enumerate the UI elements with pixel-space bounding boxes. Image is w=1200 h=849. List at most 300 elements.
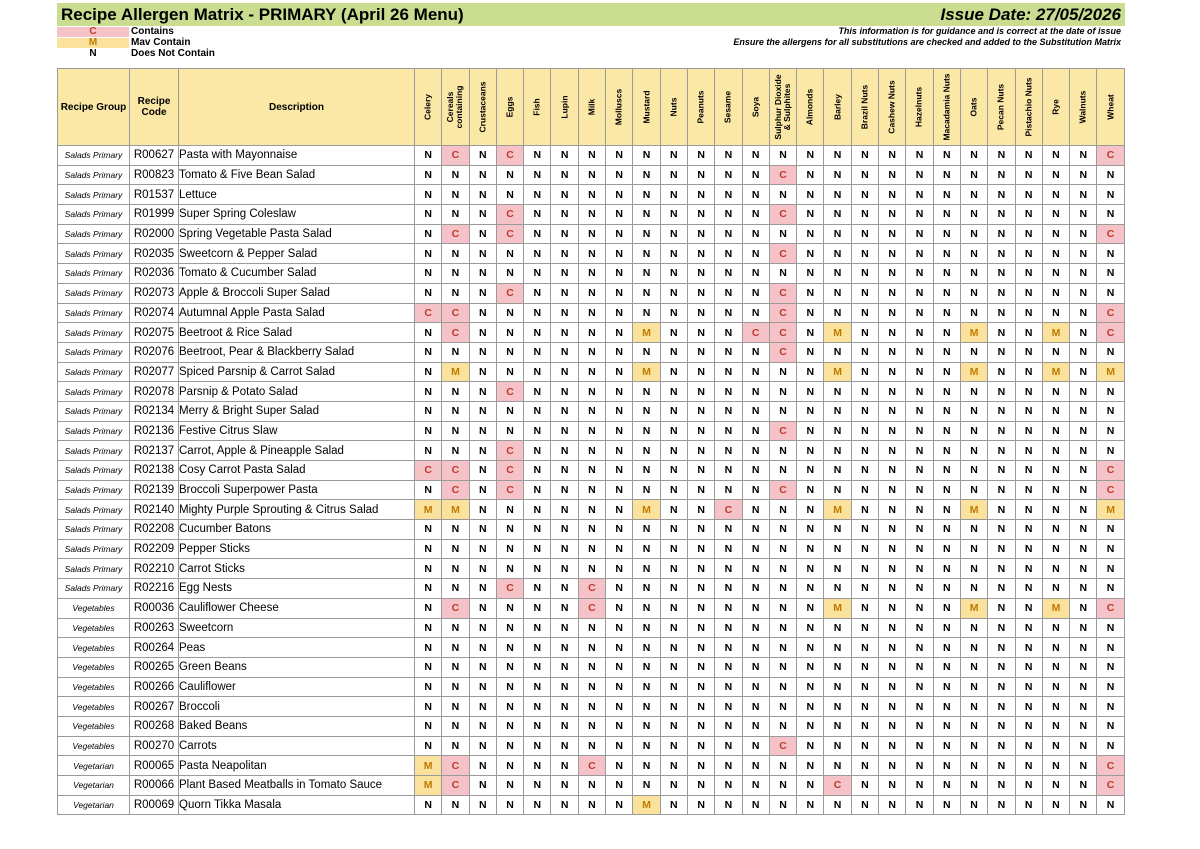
allergen-cell: M <box>633 362 660 382</box>
allergen-cell: N <box>988 579 1015 599</box>
allergen-cell: N <box>906 697 933 717</box>
allergen-cell: N <box>687 657 714 677</box>
allergen-cell: N <box>960 244 987 264</box>
table-row <box>58 244 1125 264</box>
allergen-cell: N <box>851 441 878 461</box>
allergen-cell: N <box>524 598 551 618</box>
allergen-cell: N <box>988 657 1015 677</box>
allergen-cell: N <box>633 776 660 796</box>
allergen-cell: N <box>1015 264 1042 284</box>
allergen-cell: N <box>551 165 578 185</box>
column-header-allergen <box>442 69 469 146</box>
allergen-cell: N <box>442 342 469 362</box>
description-cell: Festive Citrus Slaw <box>179 421 415 441</box>
allergen-cell: N <box>879 421 906 441</box>
allergen-cell: N <box>851 185 878 205</box>
recipe-group-cell: Salads Primary <box>58 146 130 166</box>
allergen-cell: N <box>715 303 742 323</box>
allergen-label: Rye <box>1050 99 1061 115</box>
allergen-cell: N <box>715 283 742 303</box>
allergen-cell: N <box>1070 303 1097 323</box>
allergen-cell: N <box>824 677 851 697</box>
allergen-cell: N <box>960 795 987 815</box>
allergen-cell: N <box>988 500 1015 520</box>
allergen-cell: N <box>960 461 987 481</box>
allergen-cell: N <box>524 421 551 441</box>
allergen-cell: N <box>442 264 469 284</box>
allergen-cell: N <box>824 421 851 441</box>
allergen-cell: N <box>879 598 906 618</box>
allergen-cell: N <box>797 323 824 343</box>
allergen-cell: N <box>906 776 933 796</box>
allergen-cell: N <box>715 638 742 658</box>
allergen-label: Brazil Nuts <box>859 84 870 130</box>
allergen-cell: N <box>851 559 878 579</box>
allergen-cell: N <box>851 264 878 284</box>
allergen-cell: N <box>879 283 906 303</box>
allergen-cell: N <box>578 618 605 638</box>
allergen-cell: N <box>660 638 687 658</box>
allergen-cell: N <box>551 638 578 658</box>
allergen-cell: N <box>1015 559 1042 579</box>
recipe-code-cell: R02076 <box>130 342 179 362</box>
allergen-cell: N <box>496 539 523 559</box>
allergen-cell: N <box>933 539 960 559</box>
allergen-cell: N <box>442 421 469 441</box>
allergen-cell: N <box>1015 618 1042 638</box>
allergen-cell: N <box>524 205 551 225</box>
allergen-cell: N <box>606 657 633 677</box>
allergen-cell: N <box>551 697 578 717</box>
recipe-group-cell: Vegetarian <box>58 776 130 796</box>
allergen-cell: N <box>496 264 523 284</box>
allergen-cell: M <box>960 362 987 382</box>
recipe-code-cell: R02137 <box>130 441 179 461</box>
allergen-cell: N <box>742 756 769 776</box>
allergen-cell: N <box>879 323 906 343</box>
allergen-cell: N <box>442 697 469 717</box>
allergen-cell: N <box>606 382 633 402</box>
allergen-cell: N <box>578 776 605 796</box>
allergen-cell: N <box>660 776 687 796</box>
allergen-cell: N <box>715 697 742 717</box>
allergen-cell: N <box>960 421 987 441</box>
recipe-code-cell: R02138 <box>130 461 179 481</box>
allergen-cell: N <box>1070 697 1097 717</box>
allergen-cell: N <box>797 480 824 500</box>
allergen-cell: N <box>988 677 1015 697</box>
allergen-cell: M <box>415 756 442 776</box>
column-header-allergen <box>769 69 796 146</box>
recipe-code-cell: R00065 <box>130 756 179 776</box>
allergen-cell: N <box>824 697 851 717</box>
allergen-cell: N <box>606 205 633 225</box>
allergen-cell: N <box>851 421 878 441</box>
allergen-cell: N <box>1042 776 1069 796</box>
allergen-cell: N <box>578 638 605 658</box>
recipe-group-cell: Salads Primary <box>58 401 130 421</box>
allergen-cell: N <box>469 244 496 264</box>
allergen-cell: N <box>660 421 687 441</box>
allergen-cell: N <box>1015 716 1042 736</box>
allergen-cell: N <box>606 618 633 638</box>
allergen-cell: N <box>578 441 605 461</box>
allergen-cell: N <box>879 185 906 205</box>
allergen-cell: N <box>442 618 469 638</box>
allergen-cell: N <box>551 421 578 441</box>
allergen-cell: N <box>606 362 633 382</box>
allergen-cell: N <box>415 539 442 559</box>
allergen-cell: C <box>1097 461 1124 481</box>
allergen-cell: N <box>496 657 523 677</box>
recipe-group-cell: Vegetables <box>58 638 130 658</box>
allergen-cell: C <box>769 323 796 343</box>
allergen-cell: N <box>1015 697 1042 717</box>
table-row <box>58 716 1125 736</box>
recipe-code-cell: R02075 <box>130 323 179 343</box>
allergen-cell: N <box>524 441 551 461</box>
allergen-cell: N <box>879 618 906 638</box>
allergen-cell: N <box>1015 795 1042 815</box>
allergen-cell: N <box>415 795 442 815</box>
column-header-allergen <box>551 69 578 146</box>
allergen-cell: C <box>496 461 523 481</box>
allergen-cell: N <box>906 677 933 697</box>
column-header-allergen <box>988 69 1015 146</box>
allergen-cell: N <box>660 342 687 362</box>
allergen-cell: N <box>824 342 851 362</box>
allergen-cell: N <box>824 165 851 185</box>
table-row <box>58 638 1125 658</box>
allergen-cell: N <box>1015 638 1042 658</box>
table-row <box>58 264 1125 284</box>
allergen-cell: N <box>633 598 660 618</box>
allergen-cell: N <box>551 579 578 599</box>
allergen-cell: N <box>851 205 878 225</box>
recipe-code-cell: R00823 <box>130 165 179 185</box>
allergen-cell: N <box>606 480 633 500</box>
allergen-cell: N <box>1070 539 1097 559</box>
allergen-cell: N <box>578 421 605 441</box>
allergen-cell: N <box>851 500 878 520</box>
allergen-cell: N <box>496 795 523 815</box>
allergen-cell: N <box>687 441 714 461</box>
allergen-cell: N <box>524 382 551 402</box>
allergen-cell: N <box>879 559 906 579</box>
allergen-cell: N <box>1015 579 1042 599</box>
allergen-cell: N <box>742 618 769 638</box>
allergen-label: Wheat <box>1105 94 1116 120</box>
allergen-cell: N <box>715 362 742 382</box>
legend-item-may-contain <box>57 37 215 48</box>
allergen-cell: N <box>933 323 960 343</box>
allergen-cell: N <box>879 520 906 540</box>
allergen-cell: C <box>715 500 742 520</box>
allergen-cell: N <box>933 736 960 756</box>
allergen-cell: N <box>415 283 442 303</box>
allergen-cell: N <box>551 283 578 303</box>
allergen-cell: N <box>1042 146 1069 166</box>
allergen-cell: N <box>797 500 824 520</box>
recipe-group-cell: Salads Primary <box>58 303 130 323</box>
allergen-cell: N <box>578 244 605 264</box>
table-row <box>58 520 1125 540</box>
recipe-code-cell: R02208 <box>130 520 179 540</box>
allergen-cell: N <box>715 441 742 461</box>
allergen-cell: N <box>660 362 687 382</box>
allergen-cell: N <box>415 697 442 717</box>
allergen-cell: N <box>551 323 578 343</box>
allergen-cell: N <box>1015 677 1042 697</box>
allergen-cell: N <box>1015 185 1042 205</box>
allergen-cell: N <box>933 401 960 421</box>
allergen-cell: N <box>851 795 878 815</box>
allergen-cell: N <box>551 382 578 402</box>
allergen-cell: M <box>633 323 660 343</box>
allergen-cell: N <box>742 520 769 540</box>
allergen-cell: N <box>524 677 551 697</box>
allergen-cell: N <box>906 480 933 500</box>
allergen-cell: N <box>906 205 933 225</box>
allergen-cell: N <box>1042 283 1069 303</box>
allergen-cell: N <box>988 283 1015 303</box>
recipe-group-cell: Salads Primary <box>58 539 130 559</box>
allergen-cell: C <box>442 146 469 166</box>
table-row <box>58 165 1125 185</box>
allergen-cell: N <box>879 146 906 166</box>
allergen-cell: N <box>824 618 851 638</box>
allergen-cell: N <box>633 421 660 441</box>
allergen-cell: N <box>606 776 633 796</box>
allergen-cell: N <box>1097 539 1124 559</box>
allergen-cell: N <box>687 559 714 579</box>
allergen-cell: N <box>415 520 442 540</box>
allergen-cell: N <box>469 776 496 796</box>
allergen-cell: N <box>469 638 496 658</box>
allergen-cell: N <box>797 638 824 658</box>
allergen-cell: N <box>715 401 742 421</box>
allergen-cell: N <box>524 401 551 421</box>
allergen-cell: N <box>742 559 769 579</box>
allergen-cell: M <box>960 500 987 520</box>
allergen-cell: C <box>578 598 605 618</box>
title-bar <box>57 3 1125 26</box>
allergen-cell: N <box>851 461 878 481</box>
allergen-cell: N <box>551 205 578 225</box>
allergen-cell: N <box>660 146 687 166</box>
allergen-cell: C <box>1097 323 1124 343</box>
allergen-cell: N <box>606 401 633 421</box>
allergen-cell: N <box>879 677 906 697</box>
allergen-cell: N <box>715 716 742 736</box>
allergen-cell: N <box>824 480 851 500</box>
allergen-cell: N <box>660 736 687 756</box>
allergen-cell: N <box>1042 697 1069 717</box>
allergen-cell: N <box>524 618 551 638</box>
allergen-cell: N <box>879 224 906 244</box>
allergen-cell: N <box>1015 539 1042 559</box>
allergen-cell: N <box>960 579 987 599</box>
allergen-cell: N <box>1070 559 1097 579</box>
allergen-cell: N <box>906 323 933 343</box>
allergen-label: Milk <box>586 98 597 116</box>
allergen-cell: N <box>633 461 660 481</box>
allergen-cell: N <box>742 776 769 796</box>
allergen-cell: N <box>715 205 742 225</box>
table-row <box>58 303 1125 323</box>
allergen-cell: N <box>606 638 633 658</box>
allergen-cell: C <box>769 283 796 303</box>
allergen-cell: N <box>633 441 660 461</box>
recipe-code-cell: R00069 <box>130 795 179 815</box>
allergen-cell: N <box>933 638 960 658</box>
allergen-cell: N <box>415 401 442 421</box>
allergen-cell: C <box>1097 776 1124 796</box>
recipe-group-cell: Salads Primary <box>58 362 130 382</box>
allergen-cell: N <box>988 716 1015 736</box>
allergen-cell: N <box>879 244 906 264</box>
allergen-cell: N <box>660 401 687 421</box>
allergen-cell: N <box>797 776 824 796</box>
allergen-cell: N <box>960 697 987 717</box>
allergen-cell: N <box>797 716 824 736</box>
column-header-allergen <box>933 69 960 146</box>
allergen-cell: N <box>797 657 824 677</box>
allergen-cell: N <box>551 362 578 382</box>
column-header-allergen <box>660 69 687 146</box>
allergen-cell: N <box>1015 146 1042 166</box>
table-row <box>58 657 1125 677</box>
allergen-cell: N <box>660 323 687 343</box>
allergen-cell: N <box>633 224 660 244</box>
allergen-cell: N <box>1015 441 1042 461</box>
allergen-cell: N <box>933 146 960 166</box>
allergen-cell: N <box>469 185 496 205</box>
allergen-cell: N <box>906 520 933 540</box>
allergen-cell: N <box>851 756 878 776</box>
allergen-cell: C <box>578 756 605 776</box>
allergen-cell: N <box>524 539 551 559</box>
allergen-cell: N <box>606 421 633 441</box>
allergen-cell: N <box>769 598 796 618</box>
allergen-cell: N <box>960 185 987 205</box>
allergen-cell: N <box>551 716 578 736</box>
allergen-cell: N <box>1015 244 1042 264</box>
allergen-cell: C <box>578 579 605 599</box>
allergen-cell: N <box>606 244 633 264</box>
allergen-cell: N <box>633 539 660 559</box>
allergen-cell: C <box>1097 480 1124 500</box>
allergen-cell: N <box>933 520 960 540</box>
description-cell: Cucumber Batons <box>179 520 415 540</box>
allergen-cell: N <box>742 382 769 402</box>
allergen-cell: N <box>1015 756 1042 776</box>
allergen-cell: N <box>769 224 796 244</box>
allergen-cell: N <box>660 756 687 776</box>
allergen-cell: C <box>1097 146 1124 166</box>
allergen-cell: N <box>906 264 933 284</box>
allergen-cell: N <box>1070 323 1097 343</box>
allergen-cell: N <box>469 539 496 559</box>
allergen-label: Macadamia Nuts <box>941 73 952 141</box>
allergen-cell: C <box>442 303 469 323</box>
allergen-cell: N <box>1042 461 1069 481</box>
allergen-cell: N <box>988 795 1015 815</box>
recipe-group-cell: Salads Primary <box>58 165 130 185</box>
allergen-cell: N <box>524 776 551 796</box>
allergen-cell: N <box>742 441 769 461</box>
allergen-cell: N <box>715 244 742 264</box>
allergen-cell: M <box>442 362 469 382</box>
allergen-cell: N <box>906 618 933 638</box>
allergen-label: Pistachio Nuts <box>1023 77 1034 137</box>
recipe-group-cell: Salads Primary <box>58 461 130 481</box>
column-header-allergen <box>960 69 987 146</box>
allergen-cell: N <box>906 441 933 461</box>
allergen-cell: N <box>1097 185 1124 205</box>
allergen-cell: N <box>797 520 824 540</box>
allergen-cell: N <box>551 401 578 421</box>
allergen-cell: N <box>1042 638 1069 658</box>
allergen-cell: N <box>469 579 496 599</box>
allergen-cell: N <box>824 579 851 599</box>
allergen-cell: N <box>442 677 469 697</box>
table-row <box>58 697 1125 717</box>
allergen-cell: N <box>851 224 878 244</box>
allergen-cell: N <box>1042 657 1069 677</box>
description-cell: Broccoli <box>179 697 415 717</box>
description-cell: Carrot Sticks <box>179 559 415 579</box>
recipe-group-cell: Salads Primary <box>58 323 130 343</box>
allergen-cell: N <box>633 756 660 776</box>
allergen-cell: N <box>660 539 687 559</box>
recipe-group-cell: Vegetables <box>58 736 130 756</box>
allergen-cell: N <box>1042 520 1069 540</box>
allergen-cell: N <box>687 401 714 421</box>
allergen-cell: N <box>742 657 769 677</box>
allergen-cell: N <box>960 776 987 796</box>
guidance-note: This information is for guidance and is correct at the date of issue <box>838 26 1121 36</box>
allergen-cell: N <box>442 795 469 815</box>
allergen-cell: M <box>960 598 987 618</box>
allergen-cell: N <box>606 441 633 461</box>
allergen-cell: C <box>769 421 796 441</box>
description-cell: Pasta Neapolitan <box>179 756 415 776</box>
allergen-cell: N <box>879 539 906 559</box>
allergen-cell: N <box>442 579 469 599</box>
table-row <box>58 677 1125 697</box>
allergen-cell: N <box>496 716 523 736</box>
allergen-cell: N <box>606 716 633 736</box>
allergen-cell: N <box>906 362 933 382</box>
allergen-cell: N <box>769 362 796 382</box>
allergen-cell: N <box>1097 618 1124 638</box>
allergen-cell: N <box>933 598 960 618</box>
allergen-cell: N <box>1015 500 1042 520</box>
table-body <box>58 146 1125 815</box>
allergen-cell: C <box>496 579 523 599</box>
allergen-cell: N <box>1042 500 1069 520</box>
allergen-cell: N <box>578 401 605 421</box>
allergen-cell: N <box>933 618 960 638</box>
allergen-cell: N <box>442 638 469 658</box>
allergen-cell: N <box>633 283 660 303</box>
column-header-allergen <box>1042 69 1069 146</box>
allergen-cell: N <box>660 224 687 244</box>
allergen-cell: N <box>415 618 442 638</box>
allergen-cell: N <box>469 520 496 540</box>
allergen-cell: N <box>1097 657 1124 677</box>
